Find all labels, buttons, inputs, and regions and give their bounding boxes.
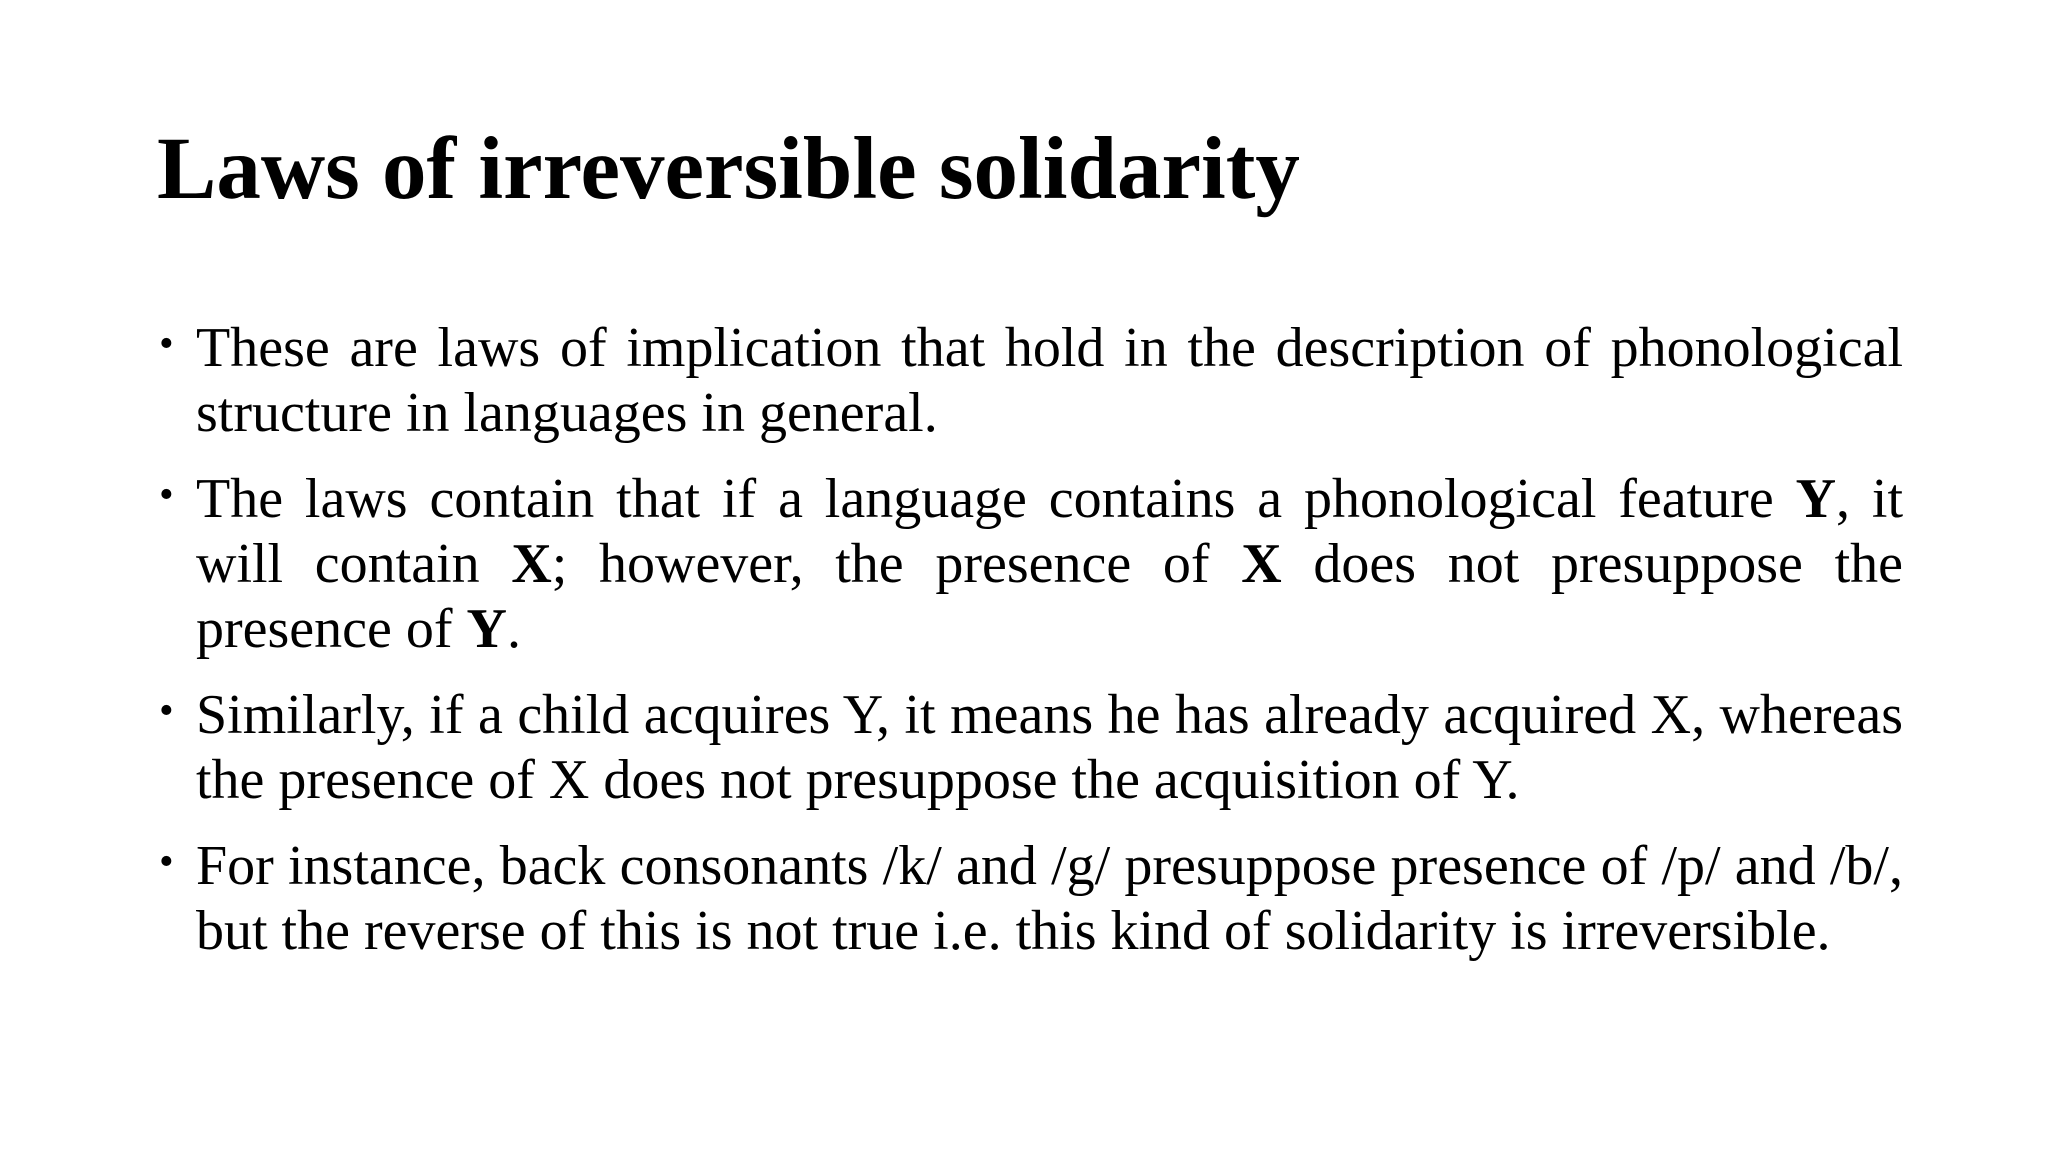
bullet-item bbox=[157, 683, 1903, 813]
bullet-text bbox=[196, 684, 1903, 811]
bullet-marker: • bbox=[159, 839, 174, 885]
bold-term: X bbox=[511, 533, 552, 595]
text-run: These are laws of implication that hold in the description of phonological structure in languages in general. bbox=[196, 317, 1903, 444]
text-run: Similarly, if a child acquires Y, it means he has already acquired X, whereas the presence of X does not presuppose the acquisition of Y. bbox=[196, 684, 1903, 811]
text-run: ; however, the presence of bbox=[551, 533, 1242, 595]
bold-term: X bbox=[1241, 533, 1282, 595]
bullet-marker: • bbox=[159, 321, 174, 367]
bullet-text bbox=[196, 835, 1903, 962]
bullet-item bbox=[157, 316, 1903, 446]
bullet-text bbox=[196, 317, 1903, 444]
bullet-marker: • bbox=[159, 472, 174, 518]
bullet-item bbox=[157, 834, 1903, 964]
text-run: . bbox=[506, 598, 521, 660]
bold-term: Y bbox=[1795, 468, 1837, 530]
bullet-marker: • bbox=[159, 688, 174, 734]
bold-term: Y bbox=[466, 598, 507, 660]
text-run: , it will contain bbox=[196, 468, 1904, 595]
text-run: For instance, back consonants /k/ and /g/ presuppose presence of /p/ and /b/, but the reverse of this is not true i.e. this kind of solidarity is irreversible. bbox=[196, 835, 1903, 962]
slide-title: Laws of irreversible solidarity bbox=[157, 120, 1300, 218]
bullet-text bbox=[196, 468, 1903, 660]
text-run: The laws contain that if a language contains a phonological feature bbox=[196, 468, 1796, 530]
text-run: does not presuppose the presence of bbox=[196, 533, 1903, 660]
bullet-list bbox=[157, 316, 1903, 985]
bullet-item bbox=[157, 467, 1903, 662]
